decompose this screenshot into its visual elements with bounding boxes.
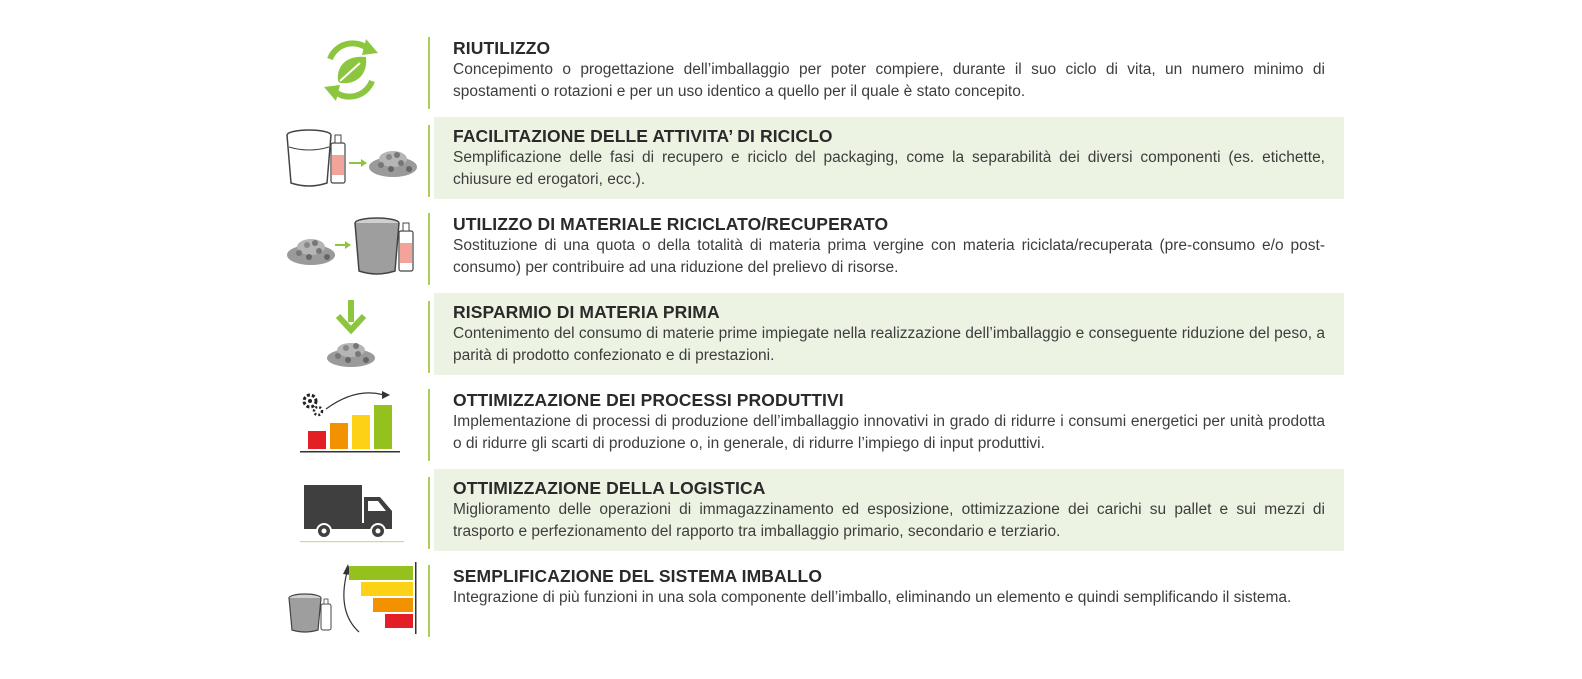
- item-description: Implementazione di processi di produzione dell’imballaggio innovativi in grado di ridurre i consumi energetici per unità prodotta o di ridurre gli scarti di produzione o, in generale, di ridurre l’impiego di input produttivi.: [453, 413, 1325, 452]
- list-item: [278, 557, 1346, 645]
- item-title: RISPARMIO DI MATERIA PRIMA: [453, 302, 720, 322]
- granules-to-bucket-icon: [278, 205, 424, 287]
- divider: [428, 213, 430, 285]
- item-title: OTTIMIZZAZIONE DELLA LOGISTICA: [453, 478, 766, 498]
- item-title: SEMPLIFICAZIONE DEL SISTEMA IMBALLO: [453, 566, 823, 586]
- divider: [428, 389, 430, 461]
- bucket-pyramid-icon: [278, 557, 424, 639]
- divider: [428, 565, 430, 637]
- item-title: OTTIMIZZAZIONE DEI PROCESSI PRODUTTIVI: [453, 390, 844, 410]
- divider: [428, 125, 430, 197]
- list-item: [278, 29, 1346, 117]
- divider: [428, 301, 430, 373]
- recycle-leaf-icon: [278, 29, 424, 111]
- divider: [428, 477, 430, 549]
- item-description: Miglioramento delle operazioni di immagazzinamento ed esposizione, ottimizzazione dei carichi su pallet e sui mezzi di trasporto e perfezionamento del rapporto tra imballaggio primario, secondario e terziario.: [453, 501, 1325, 540]
- item-description: Concepimento o progettazione dell’imballaggio per poter compiere, durante il suo ciclo di vita, un numero minimo di spostamenti o rotazioni e per un uso identico a quello per il quale è stato concepito.: [453, 61, 1325, 100]
- item-description: Integrazione di più funzioni in una sola componente dell’imballo, eliminando un elemento e quindi semplificando il sistema.: [453, 589, 1292, 606]
- list-item: [278, 469, 1346, 557]
- gears-growth-chart-icon: [278, 381, 424, 463]
- item-description: Contenimento del consumo di materie prime impiegate nella realizzazione dell’imballaggio e conseguente riduzione del peso, a parità di prodotto confezionato e di prestazioni.: [453, 325, 1325, 364]
- item-description: Sostituzione di una quota o della totalità di materia prima vergine con materia riciclata/recuperata (pre-consumo e/o post-consumo) per contribuire ad una riduzione del prelievo di risorse.: [453, 237, 1325, 276]
- item-description: Semplificazione delle fasi di recupero e riciclo del packaging, come la separabilità dei diversi componenti (es. etichette, chiusure ed erogatori, ecc.).: [453, 149, 1325, 188]
- list-item: [278, 381, 1346, 469]
- bucket-to-granules-icon: [278, 117, 424, 199]
- strategy-list: [278, 29, 1346, 645]
- item-title: RIUTILIZZO: [453, 38, 551, 58]
- list-item: [278, 117, 1346, 205]
- item-title: UTILIZZO DI MATERIALE RICICLATO/RECUPERATO: [453, 214, 889, 234]
- arrow-down-granules-icon: [278, 293, 424, 375]
- list-item: [278, 293, 1346, 381]
- list-item: [278, 205, 1346, 293]
- item-title: FACILITAZIONE DELLE ATTIVITA’ DI RICICLO: [453, 126, 833, 146]
- truck-icon: [278, 469, 424, 551]
- divider: [428, 37, 430, 109]
